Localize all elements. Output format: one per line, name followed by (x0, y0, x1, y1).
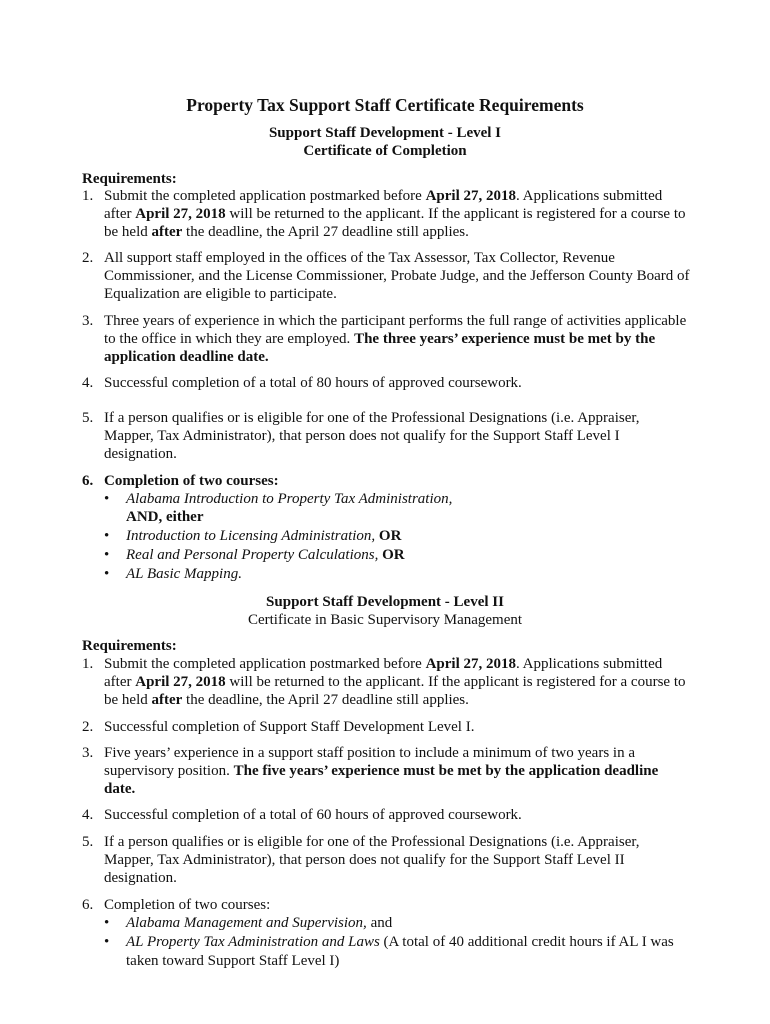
page-title: Property Tax Support Staff Certificate Requirements (186, 95, 584, 115)
level1-item-3: 3. Three years of experience in which the participant performs the full range of activities applicable to the office in which they are employed. The three years’ experience must be met by the application deadline date. (82, 313, 687, 365)
level2-heading: Support Staff Development - Level II (266, 594, 504, 610)
level2-item-1: 1. Submit the completed application postmarked before April 27, 2018. Applications submitted after April 27, 2018 will be returned to the applicant. If the applicant is registered for a course to be held after the deadline, the April 27 deadline still applies. (82, 656, 686, 708)
level1-item-4: 4. Successful completion of a total of 80 hours of approved coursework. (82, 375, 522, 391)
level1-heading: Support Staff Development - Level I (268, 125, 502, 141)
level2-item-5: 5. If a person qualifies or is eligible for one of the Professional Designations (i.e. Appraiser, Mapper, Tax Administrator), that person does not qualify for the Support Staff Level II designation. (82, 834, 640, 886)
level2-item-3: 3. Five years’ experience in a support staff position to include a minimum of two years in a supervisory position. The five years’ experience must be met by the application deadline date. (82, 745, 659, 797)
level2-item-4: 4. Successful completion of a total of 60 hours of approved coursework. (82, 807, 522, 823)
level1-item-2: 2. All support staff employed in the offices of the Tax Assessor, Tax Collector, Revenue Commissioner, and the License Commissioner, Probate Judge, and the Jefferson County Board of Equalization are eligible to participate. (82, 250, 690, 302)
level1-course-4: • AL Basic Mapping. (104, 566, 242, 582)
level1-item-6: 6. Completion of two courses: (82, 473, 279, 489)
level2-item-2: 2. Successful completion of Support Staff Development Level I. (82, 719, 475, 735)
level1-and-either: AND, either (126, 509, 204, 525)
level1-subheading: Certificate of Completion (303, 143, 467, 159)
level2-course-2: • AL Property Tax Administration and Laws (A total of 40 additional credit hours if AL I was taken toward Support Staff Level I) (104, 934, 674, 969)
level2-item-6: 6. Completion of two courses: (82, 897, 271, 913)
level1-item-1: 1. Submit the completed application postmarked before April 27, 2018. Applications submitted after April 27, 2018 will be returned to the applicant. If the applicant is registered for a course to be held after the deadline, the April 27 deadline still applies. (82, 188, 686, 240)
level1-course-2: • Introduction to Licensing Administration, OR (104, 528, 402, 544)
level2-subheading: Certificate in Basic Supervisory Management (247, 612, 523, 628)
level2-course-1: • Alabama Management and Supervision, and (104, 915, 393, 931)
level1-item-5: 5. If a person qualifies or is eligible for one of the Professional Designations (i.e. Appraiser, Mapper, Tax Administrator), that person does not qualify for the Support Staff Level I designation. (82, 410, 640, 462)
level1-course-1: • Alabama Introduction to Property Tax Administration, (104, 491, 453, 507)
level1-requirements-label: Requirements: (82, 171, 177, 187)
level1-course-3: • Real and Personal Property Calculations, OR (104, 547, 405, 563)
level2-requirements-label: Requirements: (82, 638, 177, 654)
